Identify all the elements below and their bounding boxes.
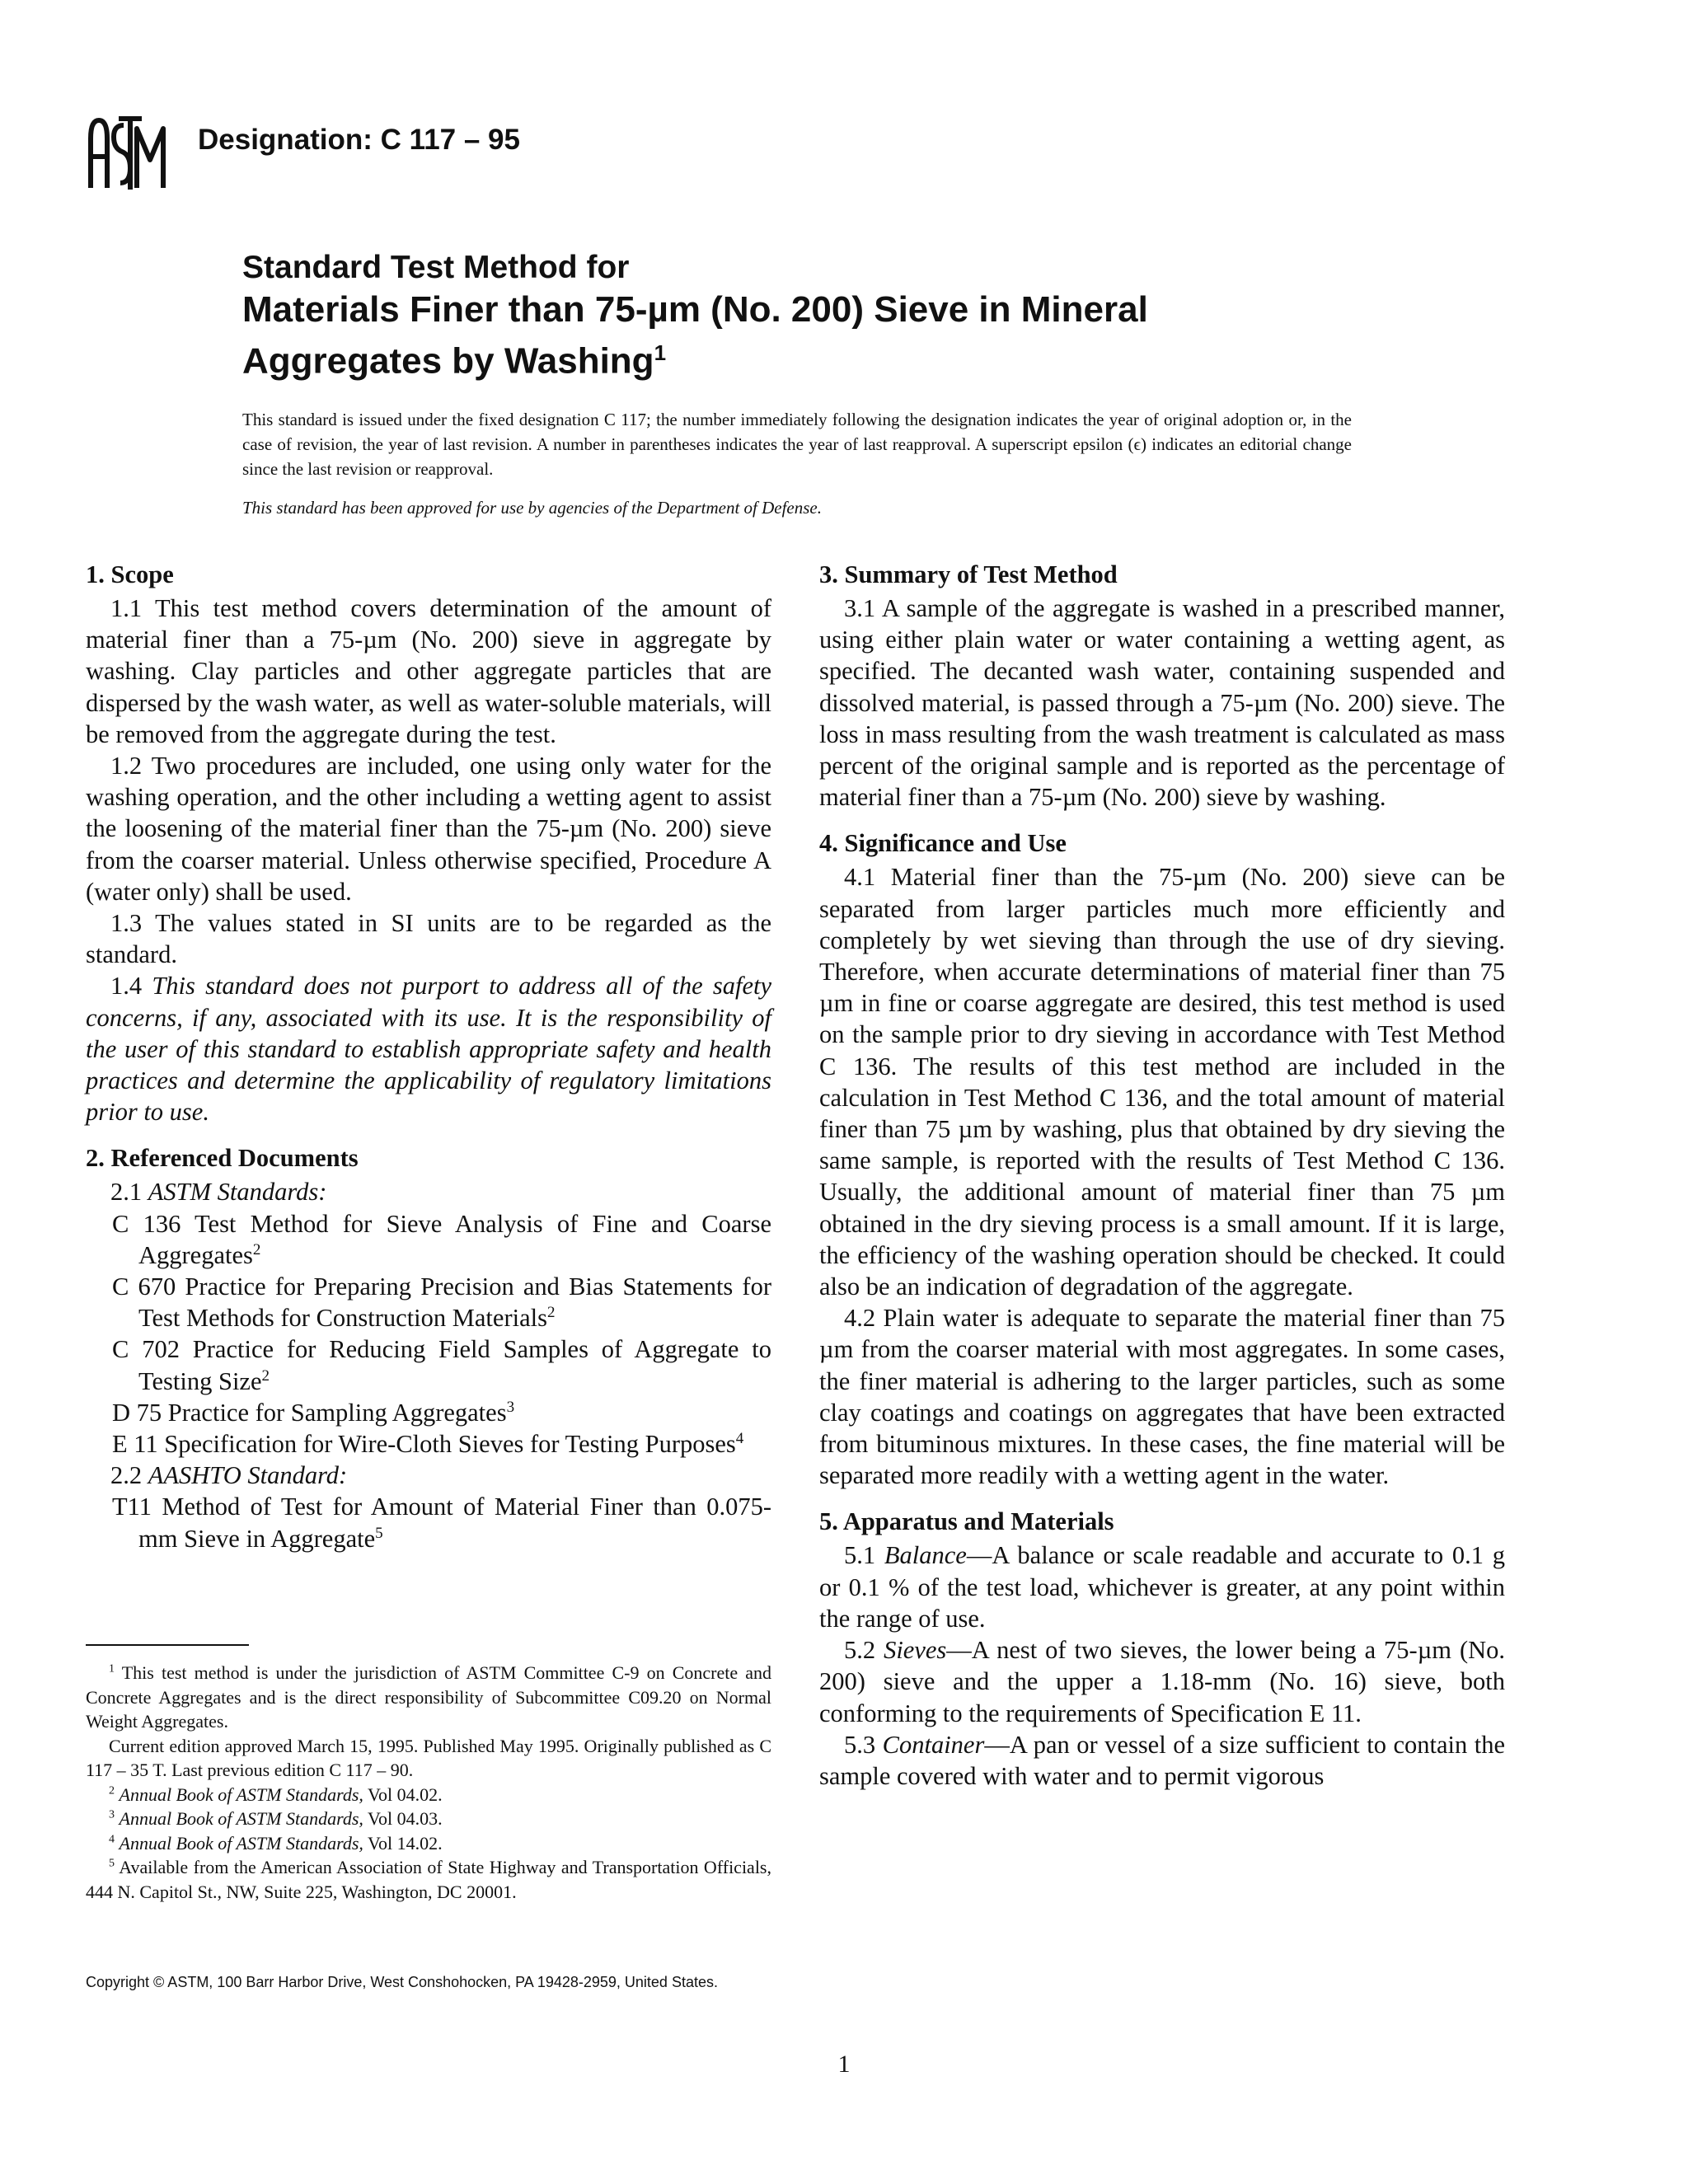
footnote-vol: Vol 04.02. [368,1783,443,1805]
ref-footnote-mark: 2 [252,1240,261,1258]
para-5-1-num: 5.1 [844,1541,876,1570]
aashto-standard-title: AASHTO Standard: [148,1461,348,1490]
footnote-divider [86,1644,249,1646]
para-5-3-text: —A pan or vessel of a size sufficient to contain the sample covered with water and to permit vigorous [819,1730,1506,1790]
title-line-2: Materials Finer than 75-µm (No. 200) Sieve in Mineral [242,289,1148,330]
para-5-3-term: Container [882,1730,985,1759]
ref-footnote-mark: 4 [735,1429,744,1447]
footnote-book: Annual Book of ASTM Standards, [119,1783,363,1805]
designation: Designation: C 117 – 95 [198,124,520,156]
para-1-3: 1.3 The values stated in SI units are to be regarded as the standard. [86,909,771,969]
section-3-heading: 3. Summary of Test Method [819,560,1118,588]
footnote-4 [86,1831,771,1856]
ref-text: E 11 Specification for Wire-Cloth Sieves for Testing Purposes [112,1430,736,1459]
footnote-vol: Vol 14.02. [368,1832,443,1854]
section-1-heading: 1. Scope [86,560,174,588]
footnote-3 [86,1807,771,1831]
ref-item [86,1208,771,1271]
para-5-3-num: 5.3 [844,1730,876,1759]
footnote-book: Annual Book of ASTM Standards, [119,1808,363,1829]
para-5-2 [819,1634,1505,1729]
para-4-1: 4.1 Material finer than the 75-µm (No. 200) sieve can be separated from larger particles much more efficiently and completely by wet sieving than through the use of dry sieving. Therefore, when accurate determinations of material finer than 75 µm in fine or coarse aggregate are desired, this test method is used on the sample prior to dry sieving in accordance with Test Method C 136. The results of this test method are included in the calculation in Test Method C 136, and the total amount of material finer than 75 µm by washing, plus that obtained by dry sieving the same sample, is reported with the results of Test Method C 136. Usually, the additional amount of material finer than 75 µm obtained in the dry sieving process is a small amount. If it is large, the efficiency of the washing operation should be checked. It could also be an indication of degradation of the aggregate. [819,863,1505,1301]
ref-text: T11 Method of Test for Amount of Material Finer than 0.075-mm Sieve in Aggregate [112,1493,771,1553]
document-title [242,247,1148,383]
footnote-vol: Vol 04.03. [368,1808,443,1829]
approval-statement: This standard has been approved for use by agencies of the Department of Defense. [242,498,822,518]
footnote-mark: 1 [109,1662,115,1675]
ref-footnote-mark: 3 [506,1398,515,1416]
footnote-edition: Current edition approved March 15, 1995. Published May 1995. Originally published as C 117 – 35 T. Last previous edition C 117 – 90. [86,1735,771,1780]
left-column [86,557,771,1554]
para-5-2-text: —A nest of two sieves, the lower being a 75-µm (No. 200) sieve and the upper a 1.18-mm (No. 16) sieve, both conforming to the requirements of Specification E 11. [819,1636,1506,1727]
title-line-3 [242,331,1148,383]
ref-item [86,1271,771,1333]
footnote-5 [86,1855,771,1904]
ref-item [86,1428,771,1460]
title-line-1: Standard Test Method for [242,250,630,285]
footnote-1 [86,1661,771,1734]
aashto-standard-label [86,1460,771,1491]
ref-footnote-mark: 2 [546,1304,556,1322]
ref-footnote-mark: 5 [375,1524,383,1542]
para-1-4-text: This standard does not purport to address all of the safety concerns, if any, associated with its use. It is the responsibility of the user of this standard to establish appropriate safety and health practices and determine the applicability of regulatory limitations prior to use. [86,972,772,1127]
ref-item [86,1397,771,1428]
section-4-heading: 4. Significance and Use [819,829,1067,858]
footnotes [86,1661,771,1904]
para-5-2-term: Sieves [884,1636,947,1665]
footnote-mark: 5 [109,1857,115,1870]
footnote-mark: 2 [109,1784,115,1797]
footnote-2 [86,1783,771,1807]
section-5-heading: 5. Apparatus and Materials [819,1507,1114,1536]
ref-text: C 136 Test Method for Sieve Analysis of Fine and Coarse Aggregates [112,1209,771,1269]
para-1-1: 1.1 This test method covers determination of the amount of material finer than a 75-µm (No. 200) sieve in aggregate by washing. Clay particles and other aggregate particles that are dispersed by the wash water, as well as water-soluble materials, will be removed from the aggregate during the test. [86,594,771,748]
astm-logo [86,114,168,193]
title-line-3-text: Aggregates by Washing [242,340,654,382]
page-number: 1 [837,2050,851,2078]
para-5-1 [819,1540,1505,1634]
footnote-text: Available from the American Association of State Highway and Transportation Officials, 444 N. Capitol St., NW, Suite 225, Washington, DC 20001. [86,1857,771,1902]
para-4-2: 4.2 Plain water is adequate to separate the material finer than 75 µm from the coarser material with most aggregates. In some cases, the finer material is adhering to the larger particles, such as some clay coatings and coatings on aggregates that have been extracted from bituminous mixtures. In these cases, the fine material will be separated more readily with a wetting agent in the water. [819,1304,1505,1490]
astm-standards-num: 2.1 [110,1178,143,1207]
astm-standards-title: ASTM Standards: [148,1178,327,1207]
para-1-4 [86,970,771,1127]
footnote-book: Annual Book of ASTM Standards, [119,1832,363,1854]
footnote-mark: 4 [109,1833,115,1846]
footnote-text: This test method is under the jurisdiction of ASTM Committee C-9 on Concrete and Concrete Aggregates and is the direct responsibility of Subcommittee C09.20 on Normal Weight Aggregates. [86,1662,771,1732]
ref-footnote-mark: 2 [261,1366,270,1385]
para-5-1-text: —A balance or scale readable and accurate to 0.1 g or 0.1 % of the test load, whichever is greater, at any point within the range of use. [819,1541,1506,1633]
para-5-3 [819,1729,1505,1792]
title-footnote-mark: 1 [654,340,667,365]
ref-item [86,1333,771,1396]
astm-standards-label [86,1176,771,1207]
ref-item [86,1491,771,1554]
logo-text: ASTM [127,191,132,193]
copyright-notice: Copyright © ASTM, 100 Barr Harbor Drive, West Conshohocken, PA 19428-2959, United States. [86,1974,718,1990]
para-1-4-num: 1.4 [110,972,143,1001]
aashto-standard-num: 2.2 [110,1461,143,1490]
para-3-1: 3.1 A sample of the aggregate is washed in a prescribed manner, using either plain water or water containing a wetting agent, as specified. The decanted wash water, containing suspended and dissolved material, is passed through a 75-µm (No. 200) sieve. The loss in mass resulting from the wash treatment is calculated as mass percent of the original sample and is reported as the percentage of material finer than a 75-µm (No. 200) sieve by washing. [819,594,1505,812]
ref-text: C 670 Practice for Preparing Precision and Bias Statements for Test Methods for Construction Materials [112,1272,771,1333]
ref-text: C 702 Practice for Reducing Field Samples of Aggregate to Testing Size [112,1335,771,1395]
section-2-heading: 2. Referenced Documents [86,1144,359,1173]
para-1-2: 1.2 Two procedures are included, one using only water for the washing operation, and the other including a wetting agent to assist the loosening of the material finer than the 75-µm (No. 200) sieve from the coarser material. Unless otherwise specified, Procedure A (water only) shall be used. [86,752,771,906]
para-5-1-term: Balance [884,1541,967,1570]
footnote-mark: 3 [109,1808,115,1821]
right-column [819,557,1505,1792]
preamble-text: This standard is issued under the fixed designation C 117; the number immediately following the designation indicates the year of original adoption or, in the case of revision, the year of last revision. A number in parentheses indicates the year of last reapproval. A superscript epsilon (ϵ) indicates an editorial change since the last revision or reapproval. [242,410,1352,479]
para-5-2-num: 5.2 [844,1636,876,1665]
ref-text: D 75 Practice for Sampling Aggregates [112,1398,507,1427]
